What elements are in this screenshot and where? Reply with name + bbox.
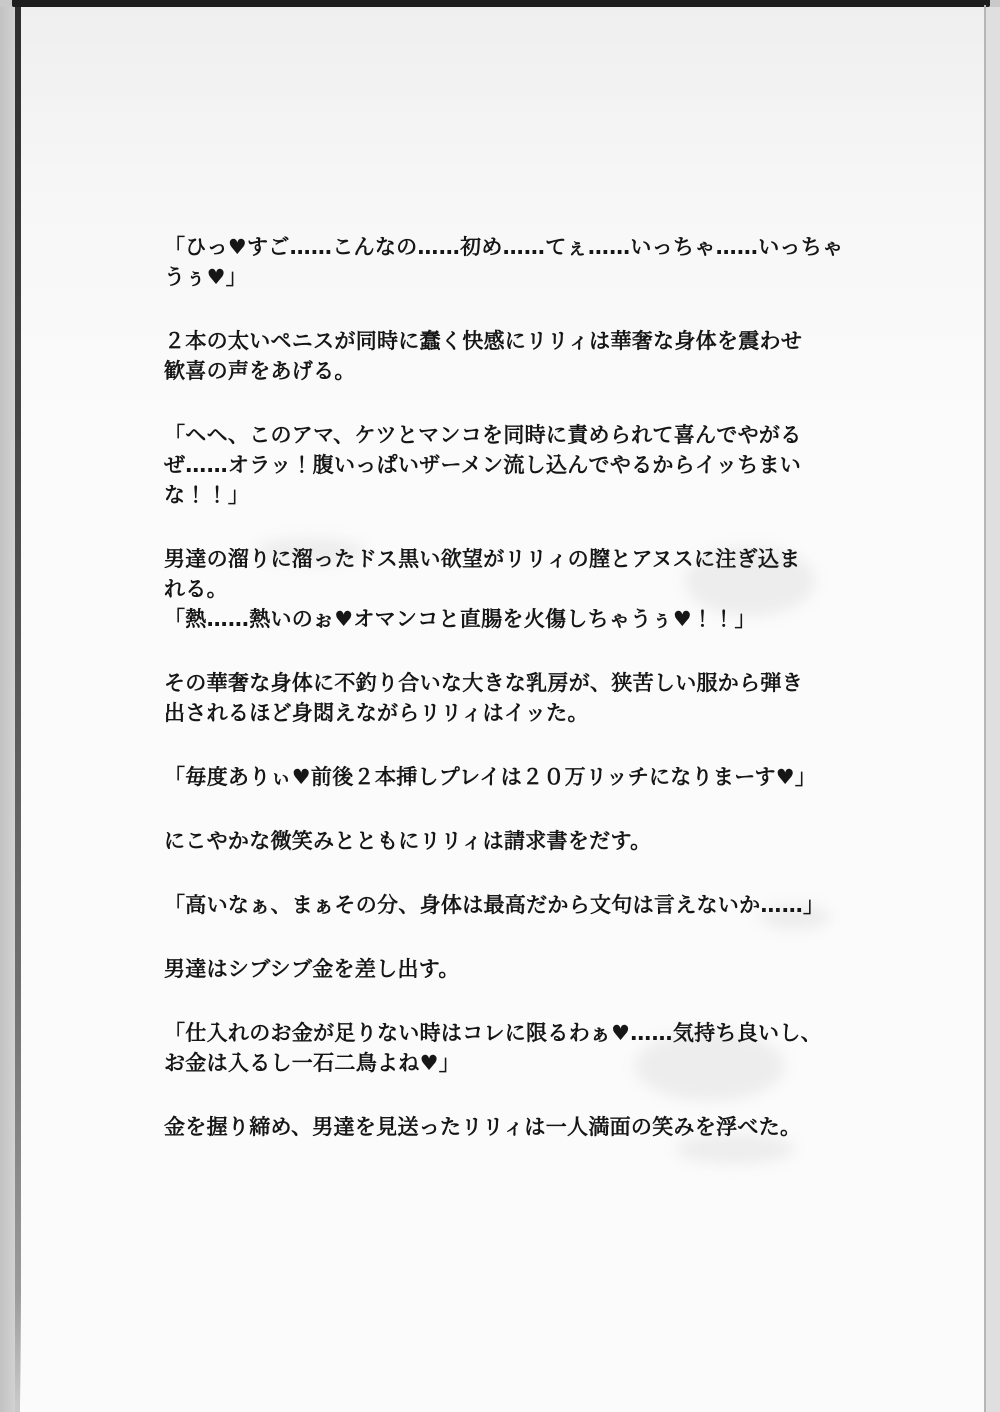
text-line: 「毎度ありぃ♥前後２本挿しプレイは２０万リッチになりまーす♥」 [164,765,817,789]
paragraph-narration-1 [164,326,844,386]
text-line: な！！」 [164,483,250,507]
scan-top-edge [12,0,990,7]
text-line: 「ヘヘ、このアマ、ケツとマンコを同時に責められて喜んでやがる [164,423,802,447]
text-line: うぅ♥」 [164,265,248,289]
story-text-block [164,232,844,1176]
paragraph-narration-6 [164,1112,844,1142]
text-line: ２本の太いペニスが同時に蠢く快感にリリィは華奢な身体を震わせ [164,329,803,353]
text-line: にこやかな微笑みとともにリリィは請求書をだす。 [164,829,652,853]
text-line: 「仕入れのお金が足りない時はコレに限るわぁ♥……気持ち良いし、 [164,1021,822,1045]
paragraph-dialogue-5 [164,1018,844,1078]
text-line: ぜ……オラッ！腹いっぱいザーメン流し込んでやるからイッちまい [164,453,802,477]
paragraph-narration-3 [164,668,844,728]
text-line: 男達はシブシブ金を差し出す。 [164,957,460,981]
text-line: お金は入るし一石二鳥よね♥」 [164,1051,461,1075]
paragraph-narration-5 [164,954,844,984]
text-line: その華奢な身体に不釣り合いな大きな乳房が、狭苦しい服から弾き [164,671,803,695]
paragraph-dialogue-2 [164,420,844,510]
text-line: 「高いなぁ、まぁその分、身体は最高だから文句は言えないか……」 [164,893,825,917]
text-line: れる。 [164,577,228,601]
paragraph-dialogue-3 [164,762,844,792]
paragraph-dialogue-4 [164,890,844,920]
paragraph-narration-4 [164,826,844,856]
paragraph-dialogue-1 [164,232,844,292]
text-line: 「ひっ♥すご……こんなの……初め……てぇ……いっちゃ……いっちゃ [164,235,844,259]
text-line: 歓喜の声をあげる。 [164,359,356,383]
scan-right-margin [986,7,1000,1412]
text-line: 「熱……熱いのぉ♥オマンコと直腸を火傷しちゃうぅ♥！！」 [164,607,756,631]
text-line: 出されるほど身悶えながらリリィはイッた。 [164,701,589,725]
spine-shadow [15,5,21,1405]
scan-left-margin [0,7,15,1412]
paragraph-narration-2 [164,544,844,634]
text-line: 男達の溜りに溜ったドス黒い欲望がリリィの膣とアヌスに注ぎ込ま [164,547,801,571]
text-line: 金を握り締め、男達を見送ったリリィは一人満面の笑みを浮べた。 [164,1115,802,1139]
